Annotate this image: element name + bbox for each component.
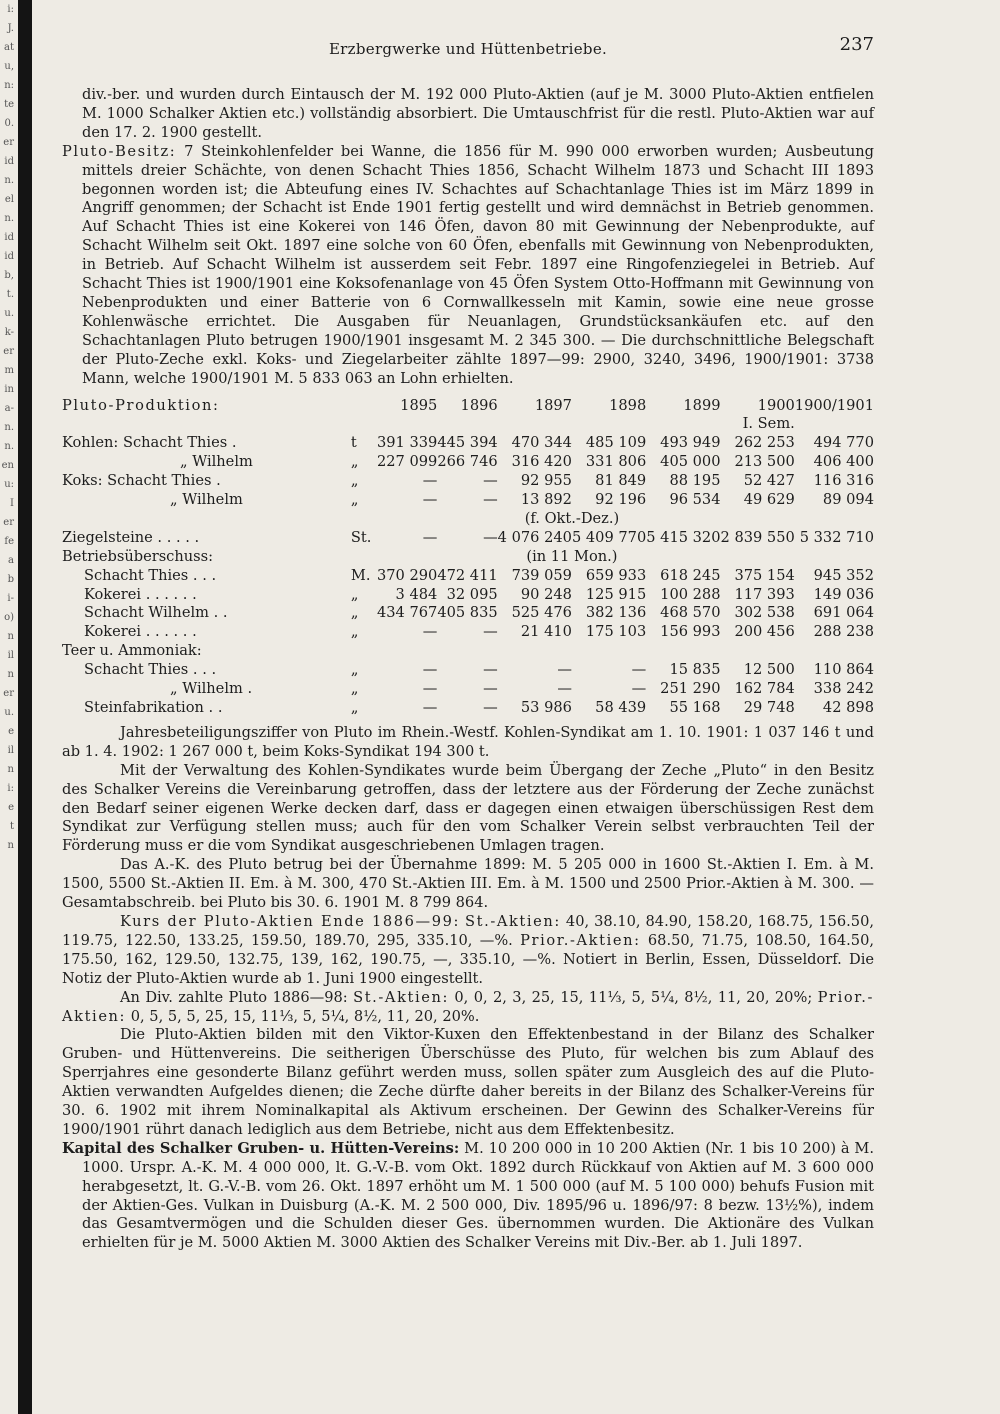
table-cell: 945 352 [813, 566, 874, 584]
row-label: „ Wilhelm . [170, 680, 253, 698]
margin-fragment: i- [7, 593, 14, 604]
margin-fragment: er [3, 137, 14, 148]
table-cell: — [483, 699, 498, 716]
paragraph-dividends: An Div. zahlte Pluto 1886—98: St.-Aktien: 0, 0, 2, 3, 25, 15, 11⅓, 5, 5¼, 8½, 11, 20, 20%; Prior.-Aktien: 0, 5, 5, 5, 25, 15, 11⅓, 5, 5¼, 8½, 11, 20, 20%. [62, 988, 875, 1025]
table-cell: 200 456 [734, 623, 795, 641]
row-unit [347, 548, 377, 567]
row-note: (in 11 Mon.) [526, 547, 618, 565]
table-cell [721, 642, 795, 661]
margin-fragment: k- [4, 327, 14, 338]
label-pluto-besitz: Pluto-Besitz: [62, 142, 177, 160]
table-cell: — [483, 661, 498, 679]
row-label: „ Wilhelm [170, 491, 243, 509]
table-cell: 331 806 [585, 453, 647, 471]
table-row [62, 472, 874, 491]
table-cell: 49 629 [743, 491, 795, 509]
row-label: Schacht Wilhelm . . [84, 604, 228, 622]
table-cell: 445 394 [437, 434, 498, 452]
margin-fragment: a [8, 555, 14, 566]
row-unit: t [350, 434, 357, 452]
margin-fragment: n [7, 840, 14, 851]
row-unit: „ [350, 491, 359, 509]
table-cell: 12 500 [743, 661, 795, 679]
table-header-row [62, 397, 874, 435]
table-row [62, 680, 874, 699]
table-cell: 5 415 320 [646, 528, 721, 546]
table-cell: 434 767 [376, 604, 438, 622]
row-unit: „ [350, 604, 359, 622]
table-cell: — [422, 661, 438, 679]
table-cell: 32 095 [446, 585, 498, 603]
table-cell: 316 420 [511, 453, 572, 471]
paragraph-kapital [62, 1140, 874, 1253]
table-cell [498, 642, 572, 661]
margin-fragment: b [7, 574, 14, 585]
margin-fragment: n. [4, 422, 14, 433]
table-row [62, 434, 874, 453]
table-cell: 5 409 770 [571, 528, 647, 546]
margin-fragment: fe [4, 536, 14, 547]
table-cell: 29 748 [743, 699, 795, 716]
table-cell: 375 154 [734, 566, 795, 584]
table-cell: — [557, 680, 572, 698]
table-cell: 53 986 [520, 699, 572, 716]
text-kapital: M. 10 200 000 in 10 200 Aktien (Nr. 1 bis 10 200) à M. 1000. Urspr. A.-K. M. 4 000 000, lt. G.-V.-B. vom Okt. 1892 durch Rückkauf von Aktien auf M. 3 600 000 herabgesetzt, lt. G.-V.-B. vom 26. Okt. 1897 erhöht um M. 1 500 000 (auf M. 5 100 000) behufs Fusion mit der Aktien-Ges. Vulkan in Duisburg (A.-K. M. 2 500 000, Div. 1895/96 u. 1896/97: 8 bezw. 13½%), indem das Gesamtvermögen und die Schulden dieser Ges. übernommen wurden. Die Aktionäre des Vulkan erhielten für je M. 5000 Aktien M. 3000 Aktien des Schalker Vereins mit Div.-Ber. ab 1. Juli 1897. [82, 1139, 874, 1252]
table-cell: 494 770 [813, 434, 874, 452]
table-cell: — [422, 623, 438, 641]
page-number: 237 [839, 34, 874, 55]
table-cell: 227 099 [376, 453, 438, 471]
table-cell: 116 316 [813, 472, 874, 490]
table-cell: 618 245 [660, 566, 721, 584]
margin-fragment: n [7, 631, 14, 642]
table-cell: 15 835 [669, 661, 721, 679]
row-label [62, 510, 347, 529]
margin-fragment: u. [4, 308, 14, 319]
margin-fragment: m [4, 365, 14, 376]
table-cell [572, 642, 646, 661]
row-label: „ Wilhelm [180, 453, 253, 471]
year-header: 1900 I. Sem. [742, 396, 795, 433]
margin-fragment: in [4, 384, 14, 395]
table-row [62, 567, 874, 586]
margin-fragment: en [1, 460, 14, 471]
margin-fragment: u, [4, 61, 14, 72]
table-row [62, 661, 874, 680]
table-cell: 110 864 [813, 661, 874, 679]
table-cell: — [422, 472, 438, 490]
table-cell: 4 076 240 [497, 528, 572, 546]
table-row [62, 699, 874, 718]
year-header: 1899 [683, 396, 721, 414]
margin-fragment: t. [6, 289, 14, 300]
table-cell: 266 746 [437, 453, 498, 471]
margin-fragment: i: [7, 4, 14, 15]
table-cell: 92 196 [595, 491, 647, 509]
table-cell: 92 955 [520, 472, 572, 490]
row-unit [347, 642, 377, 661]
table-cell: — [422, 491, 438, 509]
table-cell: 468 570 [660, 604, 721, 622]
table-cell: 405 000 [660, 453, 721, 471]
margin-fragment: e [8, 726, 14, 737]
table-cell: 213 500 [734, 453, 795, 471]
table-cell: 493 949 [660, 434, 721, 452]
table-cell: 262 253 [734, 434, 795, 452]
table-cell: — [422, 680, 438, 698]
paragraph-syndicate-quota: Jahresbeteiligungsziffer von Pluto im Rhein.-Westf. Kohlen-Syndikat am 1. 10. 1901: 1 037 146 t und ab 1. 4. 1902: 1 267 000 t, beim Koks-Syndikat 194 300 t. [62, 723, 874, 760]
table-cell: 659 933 [585, 566, 647, 584]
row-label: Schacht Thies . . . [84, 566, 217, 584]
table-cell: 5 332 710 [799, 528, 874, 546]
document-page [62, 36, 874, 1253]
table-cell: 52 427 [743, 472, 795, 490]
table-cell: 125 915 [585, 585, 647, 603]
margin-fragment: e [8, 802, 14, 813]
table-cell: 472 411 [437, 566, 498, 584]
row-label: Ziegelsteine . . . . . [62, 528, 200, 546]
margin-fragment: il [7, 745, 14, 756]
paragraph-dividend-rights: div.-ber. und wurden durch Eintausch der M. 192 000 Pluto-Aktien (auf je M. 3000 Pluto-Aktien entfielen M. 1000 Schalker Aktien etc.) vollständig absorbiert. Die Umtauschfrist für die restl. Pluto-Aktien war auf den 17. 2. 1900 gestellt. [82, 86, 874, 141]
table-cell: — [557, 661, 572, 679]
table-cell: 13 892 [520, 491, 572, 509]
table-cell: 691 064 [813, 604, 874, 622]
table-row [62, 586, 874, 605]
row-label: Betriebsüberschuss: [62, 547, 214, 565]
table-cell: 288 238 [813, 623, 874, 641]
margin-fragment: er [3, 688, 14, 699]
left-margin-fragments [0, 0, 16, 1414]
margin-fragment: el [4, 194, 14, 205]
table-row [62, 491, 874, 510]
row-unit: M. [350, 566, 371, 584]
margin-fragment: n. [4, 175, 14, 186]
row-unit: „ [350, 453, 359, 471]
table-cell: — [422, 528, 438, 546]
row-label: Kohlen: Schacht Thies . [62, 434, 237, 452]
year-header: 1895 [400, 396, 438, 414]
margin-fragment: b, [4, 270, 14, 281]
table-cell: 55 168 [669, 699, 721, 716]
table-row [62, 642, 874, 661]
table-cell [795, 642, 874, 661]
table-cell: 100 288 [660, 585, 721, 603]
table-cell: 739 059 [511, 566, 572, 584]
margin-fragment: o) [4, 612, 14, 623]
table-title: Pluto-Produktion: [62, 396, 220, 414]
table-cell: 89 094 [822, 491, 874, 509]
table-cell: 470 344 [511, 434, 572, 452]
paragraph-syndicate-agreement: Mit der Verwaltung des Kohlen-Syndikates wurde beim Übergang der Zeche „Pluto“ in den Besitz des Schalker Vereins die Vereinbarung getroffen, dass der letztere aus der Förderung der Zeche zunächst den Bedarf seiner eigenen Werke decken darf, dass er dagegen einen etwaigen überschüssigen Rest dem Syndikat zur Verfügung stellen muss; auch für den vom Schalker Verein selbst verbrauchten Teil der Förderung muss er die vom Syndikat ausgeschriebenen Umlagen tragen. [62, 761, 874, 855]
table-cell: 149 036 [813, 585, 874, 603]
row-label: Schacht Thies . . . [84, 661, 217, 679]
table-cell [646, 642, 720, 661]
table-cell: 21 410 [520, 623, 572, 641]
table-cell: — [483, 623, 498, 641]
table-cell: 382 136 [585, 604, 647, 622]
table-cell: — [422, 699, 438, 716]
table-cell: 162 784 [734, 680, 795, 698]
row-label: Koks: Schacht Thies . [62, 472, 221, 490]
table-cell: 42 898 [822, 699, 874, 716]
table-cell: 370 290 [376, 566, 438, 584]
row-note: (f. Okt.-Dez.) [524, 509, 620, 527]
row-unit: St. [350, 528, 372, 546]
table-cell: 117 393 [734, 585, 795, 603]
table-row [62, 529, 874, 548]
table-cell [437, 642, 497, 661]
table-cell: 2 839 550 [720, 528, 795, 546]
margin-fragment: er [3, 517, 14, 528]
table-cell: 175 103 [585, 623, 647, 641]
table-row [62, 453, 874, 472]
table-cell: — [483, 491, 498, 509]
margin-fragment: n: [4, 80, 14, 91]
table-cell: 302 538 [734, 604, 795, 622]
row-unit: „ [350, 585, 359, 603]
table-cell: — [483, 680, 498, 698]
table-cell: 525 476 [511, 604, 572, 622]
margin-fragment: n [7, 669, 14, 680]
margin-fragment: er [3, 346, 14, 357]
table-cell: 251 290 [660, 680, 721, 698]
margin-fragment: a- [4, 403, 14, 414]
table-cell [377, 642, 437, 661]
table-cell: 3 484 [395, 585, 438, 603]
margin-fragment: n. [4, 441, 14, 452]
margin-fragment: t [9, 821, 14, 832]
table-row [62, 623, 874, 642]
text-pluto-besitz: 7 Steinkohlenfelder bei Wanne, die 1856 für M. 990 000 erworben wurden; Ausbeutung mittels dreier Schächte, von denen Schacht Thies 1856, Schacht Wilhelm 1873 und Schacht III 1893 begonnen worden ist; die Abteufung eines IV. Schachtes auf Schachtanlage Thies ist im März 1899 in Angriff genommen; der Schacht ist Ende 1901 fertig gestellt und wird demnächst in Betrieb genommen. Auf Schacht Thies ist eine Kokerei von 146 Öfen, davon 80 mit Gewinnung der Nebenprodukte, auf Schacht Wilhelm seit Okt. 1897 eine solche von 60 Öfen, ebenfalls mit Gewinnung von Nebenprodukten, in Betrieb. Auf Schacht Wilhelm ist ausserdem seit Febr. 1897 eine Ringofenziegelei in Betrieb. Auf Schacht Thies ist 1900/1901 eine Koksofenanlage von 45 Öfen System Otto-Hoffmann mit Gewinnung von Nebenprodukten und einer Batterie von 6 Cornwallkesseln mit Kamin, sowie eine neue grosse Kohlenwäsche errichtet. Die Ausgaben für Neuanlagen, Grundstücksankäufen etc. auf den Schachtanlagen Pluto betrugen 1900/1901 insgesamt M. 2 345 300. — Die durchschnittliche Belegschaft der Pluto-Zeche exkl. Koks- und Ziegelarbeiter zählte 1897—99: 2900, 3240, 3496, 1900/1901: 3738 Mann, welche 1900/1901 M. 5 833 063 an Lohn erhielten. [82, 142, 874, 387]
margin-fragment: u. [4, 707, 14, 718]
margin-fragment: i: [7, 783, 14, 794]
table-cell: 391 339 [376, 434, 438, 452]
running-title: Erzbergwerke und Hüttenbetriebe. [328, 40, 608, 58]
year-header: 1900/1901 [794, 396, 874, 414]
margin-fragment: n [7, 764, 14, 775]
row-unit: „ [350, 623, 359, 641]
table-cell: 88 195 [669, 472, 721, 490]
year-note: I. Sem. [742, 415, 795, 433]
margin-fragment: id [4, 251, 14, 262]
paragraph-share-prices: Kurs der Pluto-Aktien Ende 1886—99: St.-Aktien: 40, 38.10, 84.90, 158.20, 168.75, 156.50, 119.75, 122.50, 133.25, 159.50, 189.70, 295, 335.10, —%. Prior.-Aktien: 68.50, 71.75, 108.50, 164.50, 175.50, 162, 129.50, 132.75, 139, 162, 190.75, —, 335.10, —%. Notiert in Berlin, Essen, Düsseldorf. Die Notiz der Pluto-Aktien wurde ab 1. Juni 1900 eingestellt. [62, 912, 875, 987]
year-header: 1896 [460, 396, 498, 414]
table-cell: — [483, 472, 498, 490]
row-unit: „ [350, 472, 359, 490]
production-table [62, 397, 874, 718]
table-cell: 96 534 [669, 491, 721, 509]
table-cell: 406 400 [813, 453, 874, 471]
table-cell: — [483, 528, 498, 546]
table-cell: 81 849 [595, 472, 647, 490]
margin-fragment: u: [4, 479, 14, 490]
row-label: Teer u. Ammoniak: [62, 642, 202, 660]
margin-fragment: te [4, 99, 14, 110]
margin-fragment: id [4, 156, 14, 167]
year-header: 1897 [534, 396, 572, 414]
margin-fragment: id [4, 232, 14, 243]
row-label: Kokerei . . . . . . [84, 585, 197, 603]
row-label: Kokerei . . . . . . [84, 623, 197, 641]
year-header: 1898 [609, 396, 647, 414]
row-unit: „ [350, 680, 359, 698]
margin-fragment: 0. [4, 118, 14, 129]
margin-fragment: J. [7, 23, 14, 34]
table-cell: 156 993 [660, 623, 721, 641]
label-kapital: Kapital des Schalker Gruben- u. Hütten-Vereins: [62, 1139, 460, 1157]
row-label: Steinfabrikation . . [84, 699, 223, 716]
table-cell: 485 109 [585, 434, 647, 452]
margin-fragment: il [7, 650, 14, 661]
table-cell: 338 242 [813, 680, 874, 698]
table-cell: 58 439 [595, 699, 647, 716]
paragraph-balance-sheet: Die Pluto-Aktien bilden mit den Viktor-Kuxen den Effektenbestand in der Bilanz des Schalker Gruben- und Hüttenvereins. Die seitherigen Überschüsse des Pluto, für welchen bis zum Ablauf des Sperrjahres eine gesonderte Bilanz geführt werden muss, sollen später zum Ausgleich des auf die Pluto-Aktien verwandten Aufgeldes dienen; die Zeche dürfte daher bereits in der Bilanz des Schalker-Vereins für 30. 6. 1902 mit ihrem Nominalkapital als Aktivum erscheinen. Der Gewinn des Schalker-Vereins für 1900/1901 rührt danach lediglich aus dem Betriebe, nicht aus dem Effektenbesitz. [62, 1026, 874, 1138]
table-row [62, 604, 874, 623]
label-share-prices: Kurs der Pluto-Aktien Ende 1886—99: [120, 912, 461, 930]
table-cell: 405 835 [437, 604, 498, 622]
margin-fragment: at [4, 42, 14, 53]
paragraph-pluto-besitz [62, 143, 874, 389]
row-unit: „ [350, 661, 359, 679]
table-cell: — [631, 661, 647, 679]
running-header [62, 36, 874, 64]
margin-fragment: n. [4, 213, 14, 224]
row-unit: „ [350, 699, 359, 716]
row-unit [347, 510, 377, 529]
table-row [62, 548, 874, 567]
paragraph-share-capital-pluto: Das A.-K. des Pluto betrug bei der Übernahme 1899: M. 5 205 000 in 1600 St.-Aktien I. Em. à M. 1500, 5500 St.-Aktien II. Em. à M. 300, 470 St.-Aktien III. Em. à M. 1500 und 2500 Prior.-Aktien à M. 300. — Gesamtabschreib. bei Pluto bis 30. 6. 1901 M. 8 799 864. [62, 856, 874, 912]
table-cell: — [631, 680, 647, 698]
table-row [62, 510, 874, 529]
margin-fragment: I [10, 498, 14, 509]
table-cell: 90 248 [520, 585, 572, 603]
binding-edge [18, 0, 32, 1414]
